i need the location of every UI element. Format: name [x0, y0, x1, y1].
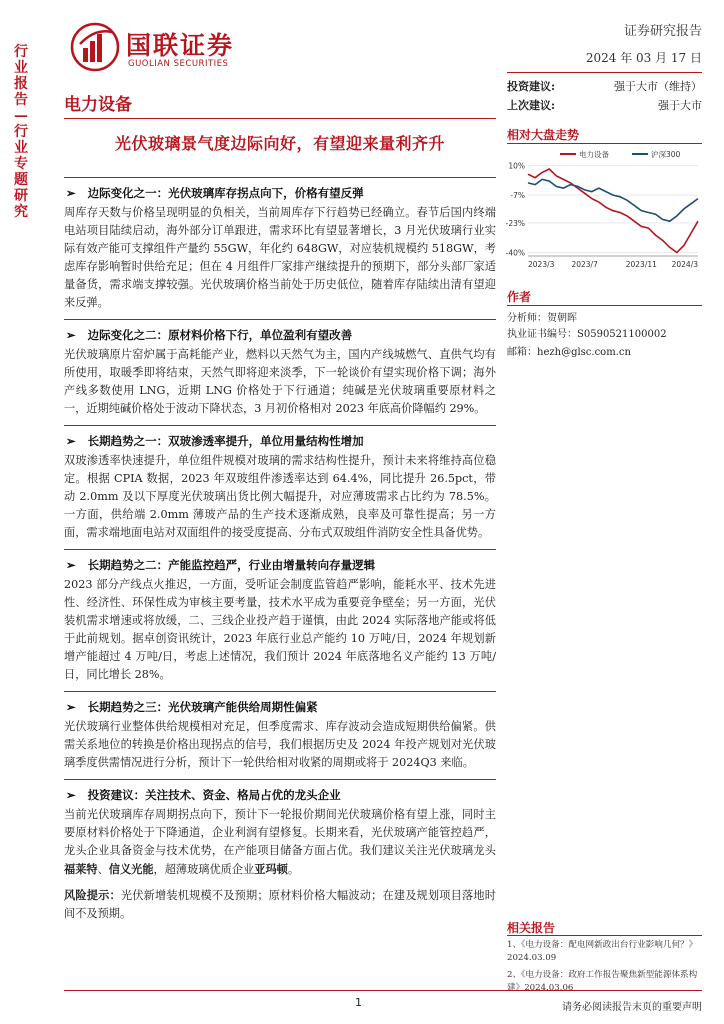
section-paragraph: 双玻渗透率快速提升，单位组件规模对玻璃的需求结构性提升，预计未来将维持高位稳定。根据 CPIA 数据，2023 年双玻组件渗透率达到 64.4%，同比提升 26.5pct，带动 2.0mm 及以下厚度光伏玻璃出货比例大幅提升，对应薄玻需求占比约为 78.5%。一方面，供给端 2.0mm 薄玻产品的生产技术逐渐成熟，良率及可靠性提高；另一方面，需求端地面电站对双面组件的接受度提高、分布式双玻组件消防安全性具备优势。	[64, 454, 496, 539]
sector-divider	[64, 118, 496, 119]
arrow-bullet-icon: ➢	[66, 558, 76, 572]
chart-divider	[507, 143, 702, 144]
arrow-bullet-icon: ➢	[66, 700, 76, 714]
section-divider	[64, 779, 496, 780]
guolian-logo-icon	[70, 22, 120, 72]
x-tick-label: 2023/11	[625, 260, 657, 269]
author-divider	[507, 305, 702, 306]
section-heading: ➢ 边际变化之二：原材料价格下行，单位盈利有望改善	[66, 328, 353, 342]
rating-previous-label: 上次建议:	[507, 99, 556, 112]
chart-title: 相对大盘走势	[507, 128, 580, 142]
section-paragraph: 光伏玻璃行业整体供给规模相对充足，但季度需求、库存波动会造成短期供给偏紧。供需关系地位的转换是价格出现拐点的信号，我们根据历史及 2024 年投产规划对光伏玻璃季度供需情况进行分析，预计下一轮供给相对收紧的周期或将于 2024Q3 来临。	[64, 720, 496, 769]
section-divider	[64, 177, 496, 178]
risk-label: 风险提示：	[64, 888, 121, 902]
related-report-item[interactable]: 2、《电力设备：政府工作报告聚焦新型能源体系构建》2024.03.06	[507, 970, 698, 993]
rating-current-value: 强于大市（维持）	[614, 80, 702, 93]
y-tick-label: -23%	[505, 218, 525, 228]
company-name: 亚玛顿	[254, 862, 288, 876]
arrow-bullet-icon: ➢	[66, 328, 76, 342]
brand-logo	[70, 22, 270, 72]
section-divider	[64, 425, 496, 426]
legend-label: 电力设备	[579, 150, 609, 159]
section-heading: ➢ 边际变化之一：光伏玻璃库存拐点向下，价格有望反弹	[66, 186, 364, 200]
footer-disclaimer: 请务必阅读报告末页的重要声明	[562, 1002, 702, 1013]
x-tick-label: 2023/7	[571, 260, 598, 269]
series-line-csi300	[528, 179, 698, 221]
risk-paragraph	[64, 886, 496, 923]
section-divider	[64, 691, 496, 692]
section-paragraph: 光伏玻璃原片窑炉属于高耗能产业，燃料以天然气为主，国内产线城燃气、直供气均有所使用，取暖季即将结束，天然气即将迎来淡季，下一轮谈价有望实现价格下调；海外产线多数使用 LNG，近期 LNG 价格处于下行通道；纯碱是光伏玻璃重要原材料之一，近期纯碱价格处于波动下降状态，3 月初价格相对 2023 年底高价降幅约 29%。	[64, 348, 496, 415]
footer-divider	[64, 990, 702, 991]
arrow-bullet-icon: ➢	[66, 788, 76, 802]
side-band-label: 行业报告—行业专题研究	[14, 44, 28, 220]
related-report-item[interactable]: 1、《电力设备：配电网新政出台行业影响几何？》2024.03.09	[507, 940, 698, 963]
x-tick-label: 2024/3	[671, 260, 698, 269]
section-divider	[64, 319, 496, 320]
risk-text: 光伏新增装机规模不及预期；原材料价格大幅波动；在建及规划项目落地时间不及预期。	[64, 889, 496, 920]
relative-performance-chart	[500, 146, 704, 272]
brand-name-cn: 国联证券	[126, 31, 235, 60]
author-section-title: 作者	[507, 290, 532, 304]
arrow-bullet-icon: ➢	[66, 434, 76, 448]
section-paragraph: 当前光伏玻璃库存周期拐点向下，预计下一轮报价期间光伏玻璃价格有望上涨，同时主要原材料价格处于下降通道，企业利润有望修复。长期来看，光伏玻璃产能管控趋严，龙头企业具备资金与技术优势，在产能项目储备方面占优。我们建议关注光伏玻璃龙头福莱特、信义光能，超薄玻璃优质企业亚玛顿。	[64, 808, 496, 876]
section-heading: ➢ 长期趋势之二：产能监控趋严，行业由增量转向存量逻辑	[66, 558, 376, 572]
section-paragraph: 周库存天数与价格呈现明显的负相关，当前周库存下行趋势已经确立。春节后国内终端电站项目陆续启动，海外部分订单跟进，需求环比有望显著增长，3 月光伏玻璃行业实际有效产能可支撑组件产量约 55GW，年化约 648GW，对应装机规模约 518GW，考虑库存影响暂时供给充足；但在 4 月组件厂家排产继续提升的预期下，部分头部厂家适量备货，需求端支撑较强。光伏玻璃价格当前处于历史低位，随着库存陆续出清有望迎来反弹。	[64, 206, 496, 309]
sector-name: 电力设备	[64, 95, 132, 115]
email-row: 邮箱：hezh@glsc.com.cn	[507, 347, 631, 358]
related-divider	[507, 935, 702, 936]
company-name: 福莱特	[64, 862, 98, 876]
report-type: 证券研究报告	[623, 24, 702, 39]
rating-previous-value: 强于大市	[658, 99, 702, 112]
rating-current	[507, 78, 702, 94]
section-heading: ➢ 长期趋势之三：光伏玻璃产能供给周期性偏紧	[66, 700, 318, 714]
section-heading: ➢ 长期趋势之一：双玻渗透率提升，单位用量结构性增加	[66, 434, 364, 448]
y-tick-label: -7%	[510, 191, 525, 201]
analyst-email[interactable]: hezh@glsc.com.cn	[537, 347, 631, 358]
cert-row: 执业证书编号：S0590521100002	[507, 329, 667, 340]
rating-current-label: 投资建议:	[507, 80, 556, 93]
rating-previous	[507, 97, 702, 113]
arrow-bullet-icon: ➢	[66, 186, 76, 200]
x-tick-label: 2023/3	[528, 260, 555, 269]
report-date: 2024 年 03 月 17 日	[585, 51, 702, 65]
analyst-row: 分析师：贺朝晖	[507, 313, 577, 324]
section-divider	[64, 549, 496, 550]
legend-label: 沪深300	[651, 150, 681, 159]
cert-number: S0590521100002	[577, 329, 667, 340]
y-tick-label: 10%	[508, 161, 525, 171]
series-line-power-equipment	[528, 169, 698, 253]
related-reports-title: 相关报告	[507, 921, 556, 935]
section-heading: ➢ 投资建议：关注技术、资金、格局占优的龙头企业	[66, 788, 341, 802]
analyst-name: 贺朝晖	[547, 313, 577, 324]
main-body	[64, 177, 496, 930]
report-title: 光伏玻璃景气度边际向好，有望迎来量利齐升	[114, 134, 445, 153]
section-paragraph: 2023 部分产线点火推迟，一方面，受听证会制度监管趋严影响，能耗水平、技术先进性、经济性、环保性成为审核主要考量，技术水平成为重要竞争壁垒；另一方面，光伏装机需求增速或将放缓，二、三线企业投产趋于谨慎，由此 2024 实际落地产能或将低于此前规划。据卓创资讯统计，2023 年底行业总产能约 10 万吨/日，2024 年规划新增产能超过 4 万吨/日，考虑上述情况，我们预计 2024 年底落地名义产能约 13 万吨/日，同比增长 28%。	[64, 578, 496, 681]
y-tick-label: -40%	[505, 248, 525, 258]
brand-name-en: GUOLIAN SECURITIES	[128, 59, 229, 69]
page-number: 1	[355, 996, 362, 1009]
company-name: 信义光能	[108, 862, 154, 876]
header-divider	[507, 72, 702, 73]
side-band	[0, 0, 42, 1024]
chart-svg	[500, 146, 704, 272]
